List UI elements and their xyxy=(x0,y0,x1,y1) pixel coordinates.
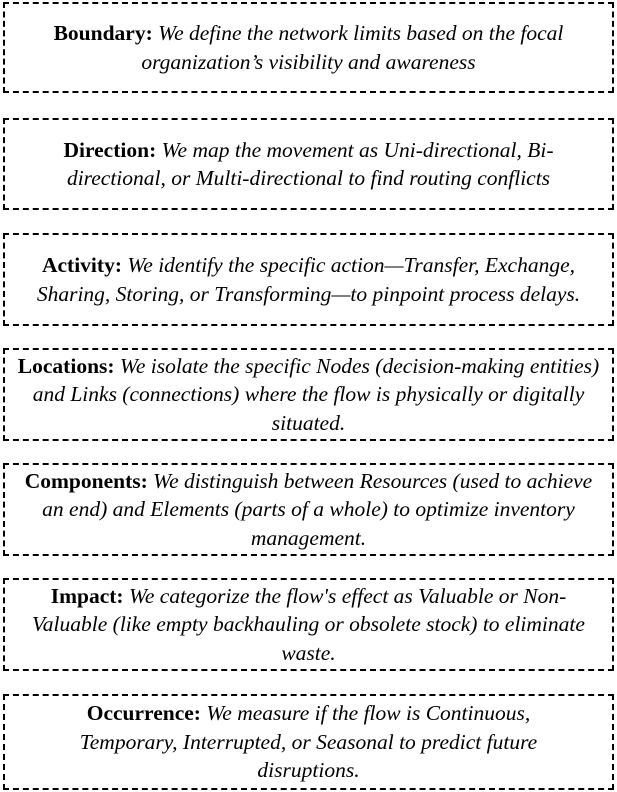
components-text xyxy=(17,467,600,553)
impact-term: Impact: xyxy=(50,583,124,608)
activity-text xyxy=(23,251,594,308)
direction-text xyxy=(27,136,590,193)
activity-description: We identify the specific action—Transfer, Exchange, Sharing, Storing, or Transforming—to pinpoint process delays. xyxy=(36,253,581,306)
impact-text xyxy=(19,582,598,668)
boundary-text xyxy=(29,19,588,76)
activity-box xyxy=(3,233,614,326)
impact-box xyxy=(3,578,614,671)
occurrence-term: Occurrence: xyxy=(86,701,201,726)
boundary-box xyxy=(3,2,614,93)
direction-description: We map the movement as Uni-directional, Bi-directional, or Multi-directional to find routing conflicts xyxy=(66,137,554,190)
boundary-description: We define the network limits based on the focal organization’s visibility and awareness xyxy=(141,21,564,74)
locations-term: Locations: xyxy=(17,353,115,378)
boundary-term: Boundary: xyxy=(53,21,153,45)
activity-term: Activity: xyxy=(41,253,122,277)
components-description: We distinguish between Resources (used to achieve an end) and Elements (parts of a whole) to optimize inventory management. xyxy=(42,468,593,550)
locations-description: We isolate the specific Nodes (decision-making entities) and Links (connections) where the flow is physically or digitally situated. xyxy=(32,353,600,435)
occurrence-text xyxy=(45,699,572,785)
components-term: Components: xyxy=(24,468,148,493)
components-box xyxy=(3,463,614,556)
occurrence-description: We measure if the flow is Continuous, Temporary, Interrupted, or Seasonal to predict future disruptions. xyxy=(79,701,538,783)
direction-term: Direction: xyxy=(63,137,157,162)
locations-text xyxy=(15,352,602,438)
direction-box xyxy=(3,118,614,210)
impact-description: We categorize the flow's effect as Valuable or Non-Valuable (like empty backhauling or obsolete stock) to eliminate waste. xyxy=(32,583,585,665)
occurrence-box xyxy=(3,694,614,790)
locations-box xyxy=(3,348,614,441)
